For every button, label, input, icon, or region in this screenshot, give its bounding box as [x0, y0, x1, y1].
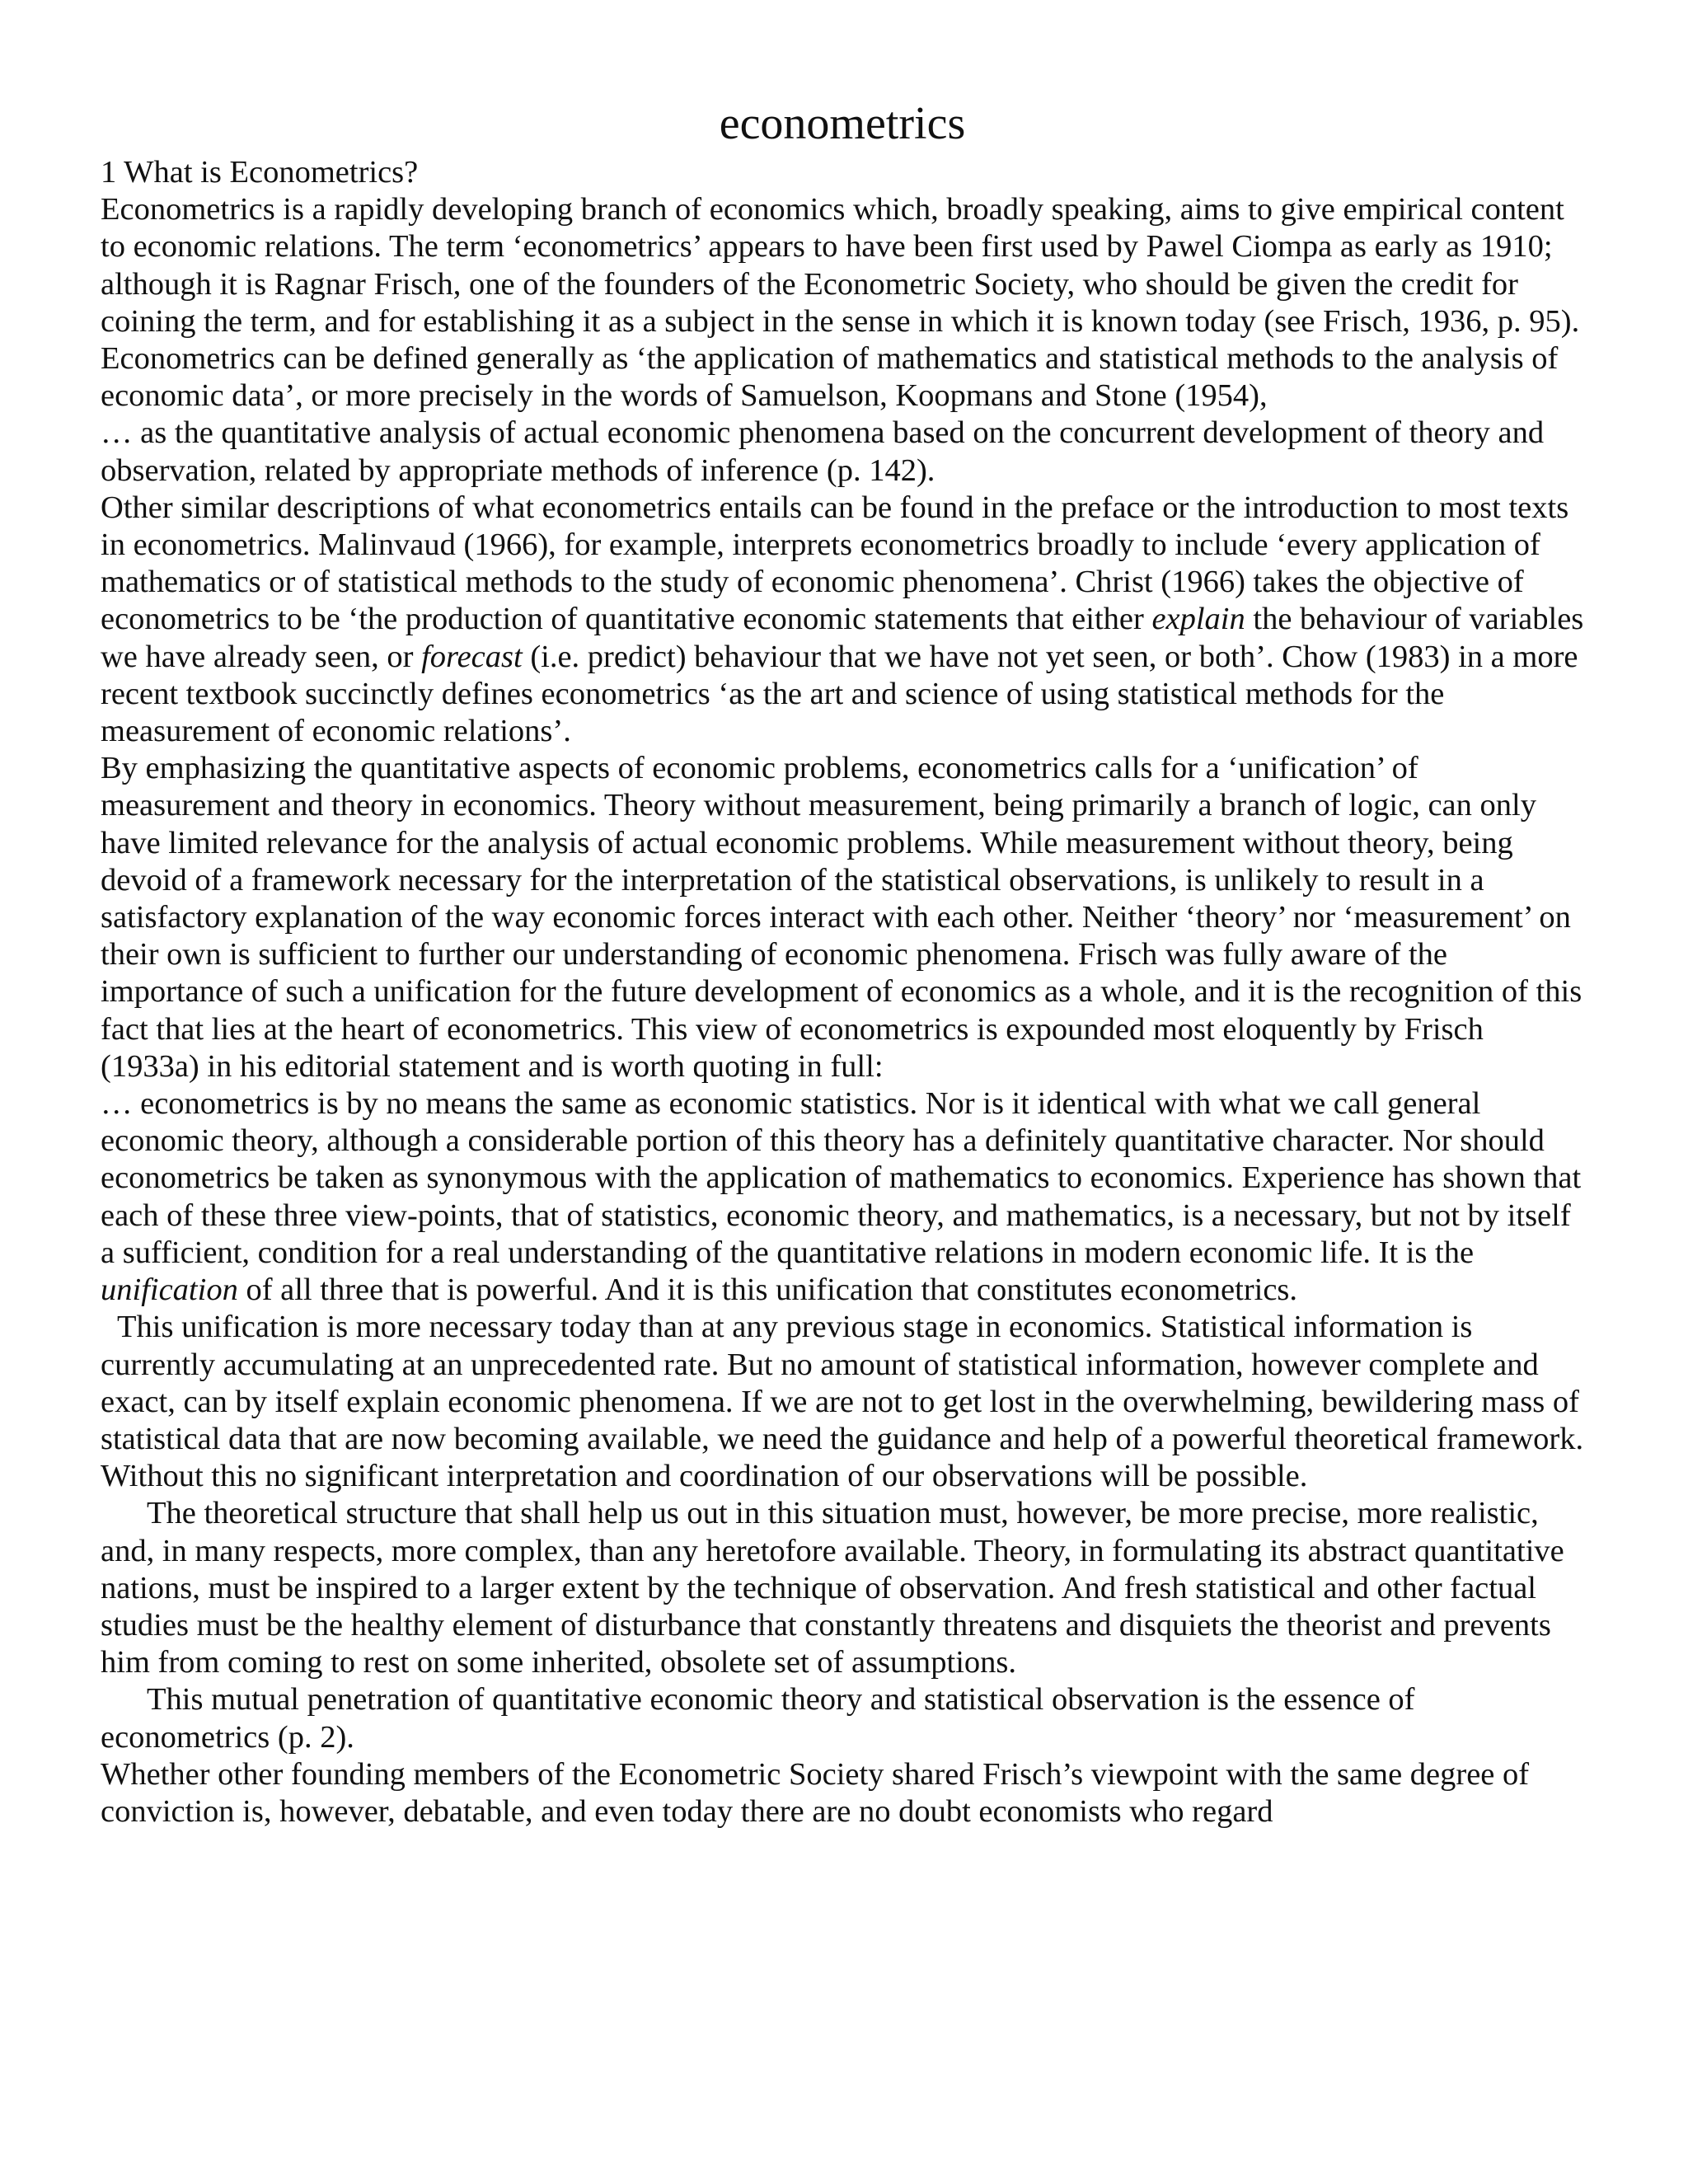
document-body	[101, 154, 1584, 1830]
quote-frisch-part-2: This unification is more necessary today than at any previous stage in economics. Statistical information is currently accumulating at an unprecedented rate. But no amount of statistical information, however complete and exact, can by itself explain economic phenomena. If we are not to get lost in the overwhelming, bewildering mass of statistical data that are now becoming available, we need the guidance and help of a powerful theoretical framework. Without this no significant interpretation and coordination of our observations will be possible.	[101, 1310, 1584, 1494]
paragraph-definition: Econometrics is a rapidly developing branch of economics which, broadly speaking, aims to give empirical content to economic relations. The term ‘econometrics’ appears to have been first used by Pawel Ciompa as early as 1910; although it is Ragnar Frisch, one of the founders of the Econometric Society, who should be given the credit for coining the term, and for establishing it as a subject in the sense in which it is known today (see Frisch, 1936, p. 95). Econometrics can be defined generally as ‘the application of mathematics and statistical methods to the analysis of economic data’, or more precisely in the words of Samuelson, Koopmans and Stone (1954),	[101, 192, 1580, 414]
emphasis-forecast: forecast	[421, 639, 523, 674]
document-page	[101, 95, 1584, 1830]
paragraph-founding-members: Whether other founding members of the Econometric Society shared Frisch’s viewpoint with the same degree of conviction is, however, debatable, and even today there are no doubt economists who regard	[101, 1756, 1530, 1829]
text-segment: Other similar descriptions of what econometrics entails can be found in the preface or the introduction to most texts in econometrics. Malinvaud (1966), for example, interprets econometrics broadly to include ‘every application of mathematics or of statistical methods to the study of economic phenomena’. Christ (1966) takes the objective of econometrics to be ‘the production of quantitative economic statements that either	[101, 490, 1569, 637]
section-heading: 1 What is Econometrics?	[101, 155, 419, 190]
text-segment: the behaviour of variables we have already seen, or	[101, 602, 1584, 674]
text-segment: of all three that is powerful. And it is this unification that constitutes econometrics.	[237, 1272, 1298, 1308]
page-title: econometrics	[719, 98, 966, 149]
emphasis-unification: unification	[101, 1272, 238, 1308]
quote-frisch-part-1	[101, 1085, 1584, 1309]
paragraph-descriptions	[101, 490, 1584, 750]
text-segment: (i.e. predict) behaviour that we have not yet seen, or both’. Chow (1983) in a more recent textbook succinctly defines econometrics ‘as the art and science of using statistical methods for the measurement of economic relations’.	[101, 639, 1578, 749]
emphasis-explain: explain	[1151, 602, 1245, 637]
text-segment: … econometrics is by no means the same as economic statistics. Nor is it identical with what we call general economic theory, although a considerable portion of this theory has a definitely quantitative character. Nor should econometrics be taken as synonymous with the application of mathematics to economics. Experience has shown that each of these three view-points, that of statistics, economic theory, and mathematics, is a necessary, but not by itself a sufficient, condition for a real understanding of the quantitative relations in modern economic life. It is the	[101, 1086, 1582, 1270]
quote-samuelson: … as the quantitative analysis of actual economic phenomena based on the concurrent development of theory and observation, related by appropriate methods of inference (p. 142).	[101, 415, 1545, 488]
quote-frisch-part-4: This mutual penetration of quantitative economic theory and statistical observation is the essence of econometrics (p. 2).	[101, 1682, 1415, 1755]
paragraph-unification: By emphasizing the quantitative aspects of economic problems, econometrics calls for a ‘unification’ of measurement and theory in economics. Theory without measurement, being primarily a branch of logic, can only have limited relevance for the analysis of actual economic problems. While measurement without theory, being devoid of a framework necessary for the interpretation of the statistical observations, is unlikely to result in a satisfactory explanation of the way economic forces interact with each other. Neither ‘theory’ nor ‘measurement’ on their own is sufficient to further our understanding of economic phenomena. Frisch was fully aware of the importance of such a unification for the future development of economics as a whole, and it is the recognition of this fact that lies at the heart of econometrics. This view of econometrics is expounded most eloquently by Frisch (1933a) in his editorial statement and is worth quoting in full:	[101, 751, 1582, 1084]
quote-frisch-part-3: The theoretical structure that shall help us out in this situation must, however, be more precise, more realistic, and, in many respects, more complex, than any heretofore available. Theory, in formulating its abstract quantitative nations, must be inspired to a larger extent by the technique of observation. And fresh statistical and other factual studies must be the healthy element of disturbance that constantly threatens and disquiets the theorist and prevents him from coming to rest on some inherited, obsolete set of assumptions.	[101, 1496, 1564, 1680]
